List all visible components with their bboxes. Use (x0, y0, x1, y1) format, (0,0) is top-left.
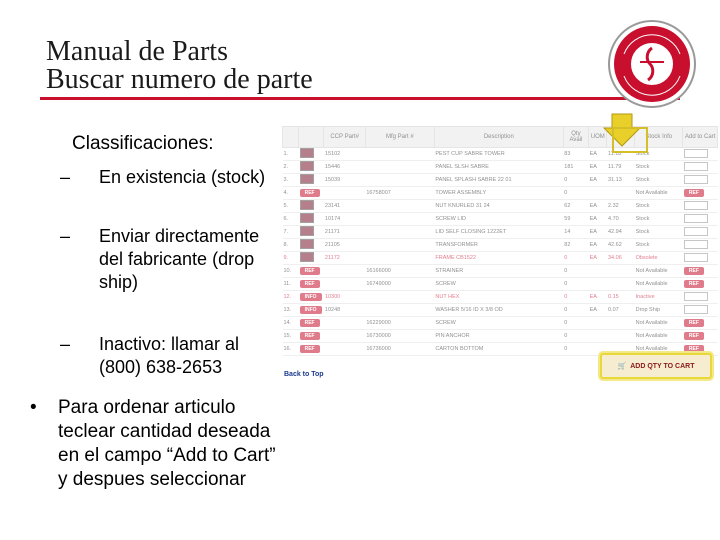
mfg-part-number (365, 200, 434, 213)
price (607, 187, 635, 200)
qty-available: 0 (563, 278, 588, 291)
row-number: 3. (283, 174, 299, 187)
unit-of-measure: EA (589, 174, 607, 187)
row-number: 2. (283, 161, 299, 174)
table-row (283, 304, 718, 317)
qty-available: 181 (563, 161, 588, 174)
table-header: UOM (589, 127, 607, 148)
ccp-part-number[interactable]: 15446 (324, 161, 365, 174)
stock-info: Stock (635, 226, 683, 239)
add-to-cart-qty-input[interactable] (684, 201, 708, 210)
row-action-cell (299, 200, 324, 213)
row-action-cell (299, 252, 324, 265)
mfg-part-number: 16730000 (365, 330, 434, 343)
price (607, 317, 635, 330)
row-number: 15. (283, 330, 299, 343)
add-to-cart-qty-input[interactable] (684, 149, 708, 158)
ccp-part-number[interactable] (324, 187, 365, 200)
part-description: TRANSFORMER (434, 239, 563, 252)
add-to-cart-qty-input[interactable] (684, 175, 708, 184)
row-number: 10. (283, 265, 299, 278)
price: 34.06 (607, 252, 635, 265)
row-number: 16. (283, 343, 299, 356)
mfg-part-number: 16229000 (365, 317, 434, 330)
row-action-cell (299, 343, 324, 356)
part-description: NUT HEX (434, 291, 563, 304)
page-title (46, 38, 313, 94)
qty-available: 82 (563, 239, 588, 252)
row-number: 13. (283, 304, 299, 317)
table-row (283, 226, 718, 239)
table-header[interactable]: Qty Avail (563, 127, 588, 148)
part-image-icon[interactable] (300, 200, 314, 210)
mfg-part-number (365, 304, 434, 317)
ref-button[interactable]: REF (300, 332, 320, 340)
row-action-cell (299, 291, 324, 304)
table-row (283, 291, 718, 304)
qty-available: 0 (563, 343, 588, 356)
stock-info: Inactive (635, 291, 683, 304)
row-action-cell (299, 278, 324, 291)
order-instruction-text: Para ordenar articulo teclear cantidad deseada en el campo “Add to Cart” y despues seleccionar (58, 397, 276, 490)
table-row (283, 265, 718, 278)
add-to-cart-label: ADD QTY TO CART (630, 362, 695, 370)
add-to-cart-qty-input[interactable] (684, 253, 708, 262)
mfg-part-number (365, 226, 434, 239)
add-to-cart-cell (683, 213, 718, 226)
table-header: Add to Cart (683, 127, 718, 148)
part-description: PANEL SPLASH SABRE 22 01 (434, 174, 563, 187)
ccp-part-number[interactable]: 21105 (324, 239, 365, 252)
row-number: 7. (283, 226, 299, 239)
stock-info: Stock (635, 161, 683, 174)
add-to-cart-cell (683, 161, 718, 174)
add-to-cart-qty-input[interactable] (684, 240, 708, 249)
unit-of-measure: EA (589, 213, 607, 226)
part-description: PIN ANCHOR (434, 330, 563, 343)
price: 0.15 (607, 291, 635, 304)
coca-cola-parts-logo (606, 18, 698, 110)
ccp-part-number[interactable]: 15102 (324, 148, 365, 161)
ccp-part-number[interactable]: 15039 (324, 174, 365, 187)
row-action-cell (299, 317, 324, 330)
add-to-cart-cell (683, 200, 718, 213)
ref-button[interactable]: REF (300, 345, 320, 353)
stock-info-highlight (612, 127, 648, 153)
table-row (283, 278, 718, 291)
row-number: 14. (283, 317, 299, 330)
add-to-cart-cell (683, 148, 718, 161)
row-number: 11. (283, 278, 299, 291)
add-to-cart-qty-input[interactable] (684, 227, 708, 236)
table-header (299, 127, 324, 148)
stock-info: Not Available (635, 330, 683, 343)
row-number: 1. (283, 148, 299, 161)
unit-of-measure (589, 278, 607, 291)
part-description: TOWER ASSEMBLY (434, 187, 563, 200)
row-action-cell (299, 226, 324, 239)
part-description: STRAINER (434, 265, 563, 278)
part-image-icon[interactable] (300, 161, 314, 171)
ref-button[interactable]: REF (300, 267, 320, 275)
unit-of-measure: EA (589, 239, 607, 252)
ref-button[interactable]: REF (300, 280, 320, 288)
price: 4.70 (607, 213, 635, 226)
row-action-cell (299, 304, 324, 317)
price: 11.79 (607, 161, 635, 174)
qty-available: 0 (563, 265, 588, 278)
add-to-cart-cell (683, 317, 718, 330)
unit-of-measure: EA (589, 200, 607, 213)
part-description: PEST CUP SABRE TOWER (434, 148, 563, 161)
info-button[interactable]: INFO (300, 306, 322, 314)
bullet-marker: • (30, 397, 37, 418)
qty-available: 0 (563, 291, 588, 304)
add-to-cart-cell (683, 252, 718, 265)
table-row (283, 174, 718, 187)
row-number: 5. (283, 200, 299, 213)
qty-available: 62 (563, 200, 588, 213)
add-to-cart-cell (683, 330, 718, 343)
part-image-icon[interactable] (300, 252, 314, 262)
part-description: SCREW (434, 278, 563, 291)
ref-button[interactable]: REF (684, 267, 704, 275)
unit-of-measure: EA (589, 161, 607, 174)
row-action-cell (299, 161, 324, 174)
mfg-part-number (365, 213, 434, 226)
table-row (283, 239, 718, 252)
mfg-part-number (365, 161, 434, 174)
row-action-cell (299, 330, 324, 343)
row-action-cell (299, 213, 324, 226)
ref-button[interactable]: REF (300, 189, 320, 197)
ccp-part-number[interactable] (324, 343, 365, 356)
qty-available: 0 (563, 252, 588, 265)
classification-text: En existencia (stock) (99, 167, 266, 187)
part-image-icon[interactable] (300, 239, 314, 249)
price (607, 278, 635, 291)
stock-info: Stock (635, 148, 683, 161)
unit-of-measure (589, 187, 607, 200)
part-image-icon[interactable] (300, 226, 314, 236)
add-to-cart-cell (683, 174, 718, 187)
ref-button[interactable]: REF (684, 332, 704, 340)
ccp-part-number[interactable]: 10248 (324, 304, 365, 317)
add-to-cart-qty-input[interactable] (684, 214, 708, 223)
qty-available: 14 (563, 226, 588, 239)
mfg-part-number (365, 239, 434, 252)
qty-available: 0 (563, 187, 588, 200)
dash-marker: – (60, 226, 71, 246)
table-row (283, 148, 718, 161)
ccp-part-number[interactable] (324, 330, 365, 343)
row-action-cell (299, 187, 324, 200)
row-number: 4. (283, 187, 299, 200)
row-action-cell (299, 239, 324, 252)
add-to-cart-button[interactable] (600, 353, 712, 379)
mfg-part-number: 16749000 (365, 278, 434, 291)
parts-table (282, 126, 718, 356)
ref-button[interactable]: REF (684, 319, 704, 327)
mfg-part-number (365, 148, 434, 161)
mfg-part-number: 16758007 (365, 187, 434, 200)
ref-button[interactable]: REF (684, 345, 704, 353)
table-row (283, 252, 718, 265)
price: 42.94 (607, 226, 635, 239)
stock-info: Stock (635, 239, 683, 252)
price: 42.62 (607, 239, 635, 252)
qty-available: 0 (563, 174, 588, 187)
add-to-cart-cell (683, 187, 718, 200)
stock-info: Not Available (635, 187, 683, 200)
part-description: SCREW (434, 317, 563, 330)
cart-icon: 🛒 (617, 363, 627, 370)
part-description: WASHER 5/16 ID X 3/8 OD (434, 304, 563, 317)
unit-of-measure: EA (589, 304, 607, 317)
mfg-part-number (365, 291, 434, 304)
part-image-icon[interactable] (300, 148, 314, 158)
stock-info: Stock (635, 200, 683, 213)
part-description: LID SELF CLOSING 1222ET (434, 226, 563, 239)
ccp-part-number[interactable] (324, 278, 365, 291)
table-row (283, 213, 718, 226)
subheading: Classificaciones: (72, 133, 214, 154)
price: 31.13 (607, 174, 635, 187)
ccp-part-number[interactable]: 10300 (324, 291, 365, 304)
title-line-2: Buscar numero de parte (46, 64, 313, 95)
table-header (283, 127, 299, 148)
add-to-cart-cell (683, 291, 718, 304)
stock-info: Stock (635, 213, 683, 226)
stock-info: Not Available (635, 317, 683, 330)
row-number: 8. (283, 239, 299, 252)
add-to-cart-qty-input[interactable] (684, 162, 708, 171)
dash-marker: – (60, 167, 71, 187)
part-image-icon[interactable] (300, 174, 314, 184)
unit-of-measure (589, 317, 607, 330)
qty-available: 83 (563, 148, 588, 161)
price: 2.32 (607, 200, 635, 213)
add-to-cart-cell (683, 265, 718, 278)
table-header[interactable]: Mfg Part # (365, 127, 434, 148)
table-header-row (283, 127, 718, 148)
qty-available: 0 (563, 330, 588, 343)
unit-of-measure (589, 330, 607, 343)
parts-table-screenshot (282, 126, 718, 382)
add-to-cart-cell (683, 304, 718, 317)
ccp-part-number[interactable]: 10174 (324, 213, 365, 226)
ref-button[interactable]: REF (684, 280, 704, 288)
add-to-cart-cell (683, 278, 718, 291)
ref-button[interactable]: REF (684, 189, 704, 197)
unit-of-measure (589, 265, 607, 278)
price: 11.18 (607, 148, 635, 161)
part-description: NUT KNURLED 31 24 (434, 200, 563, 213)
back-to-top-link[interactable]: Back to Top (284, 371, 324, 378)
table-row (283, 330, 718, 343)
unit-of-measure: EA (589, 252, 607, 265)
row-number: 12. (283, 291, 299, 304)
table-header[interactable]: CCP Part# (324, 127, 365, 148)
table-row (283, 317, 718, 330)
table-header[interactable]: Description (434, 127, 563, 148)
stock-info: Stock (635, 174, 683, 187)
mfg-part-number: 16166000 (365, 265, 434, 278)
ccp-part-number[interactable]: 21171 (324, 226, 365, 239)
ccp-part-number[interactable] (324, 265, 365, 278)
price (607, 330, 635, 343)
part-description: CARTON BOTTOM (434, 343, 563, 356)
price: 0.07 (607, 304, 635, 317)
add-to-cart-cell (683, 239, 718, 252)
row-action-cell (299, 148, 324, 161)
stock-info: Not Available (635, 343, 683, 356)
table-header: Stock Info (635, 127, 683, 148)
part-description: SCREW LID (434, 213, 563, 226)
ccp-part-number[interactable] (324, 317, 365, 330)
ref-button[interactable]: REF (300, 319, 320, 327)
part-description: FRAME CB1522 (434, 252, 563, 265)
table-row (283, 200, 718, 213)
title-divider (40, 97, 680, 100)
qty-available: 59 (563, 213, 588, 226)
row-number: 6. (283, 213, 299, 226)
info-button[interactable]: INFO (300, 293, 322, 301)
dash-marker: – (60, 334, 71, 354)
stock-info: Obsolete (635, 252, 683, 265)
stock-info: Not Available (635, 278, 683, 291)
table-row (283, 161, 718, 174)
price (607, 265, 635, 278)
classification-text: Inactivo: llamar al (800) 638-2653 (99, 334, 240, 377)
add-to-cart-qty-input[interactable] (684, 305, 708, 314)
ccp-part-number[interactable]: 21172 (324, 252, 365, 265)
add-to-cart-cell (683, 226, 718, 239)
title-line-1: Manual de Parts (46, 36, 228, 67)
parts-table-body (283, 148, 718, 356)
unit-of-measure: EA (589, 291, 607, 304)
qty-available: 0 (563, 317, 588, 330)
unit-of-measure: EA (589, 148, 607, 161)
mfg-part-number (365, 174, 434, 187)
unit-of-measure: EA (589, 226, 607, 239)
row-action-cell (299, 265, 324, 278)
row-number: 9. (283, 252, 299, 265)
row-action-cell (299, 174, 324, 187)
mfg-part-number (365, 252, 434, 265)
stock-info: Drop Ship (635, 304, 683, 317)
add-to-cart-qty-input[interactable] (684, 292, 708, 301)
stock-info: Not Available (635, 265, 683, 278)
qty-available: 0 (563, 304, 588, 317)
mfg-part-number: 16736000 (365, 343, 434, 356)
classification-text: Enviar directamente del fabricante (drop ship) (99, 226, 260, 292)
table-row (283, 187, 718, 200)
part-description: PANEL SLSH SABRE (434, 161, 563, 174)
ccp-part-number[interactable]: 23141 (324, 200, 365, 213)
part-image-icon[interactable] (300, 213, 314, 223)
